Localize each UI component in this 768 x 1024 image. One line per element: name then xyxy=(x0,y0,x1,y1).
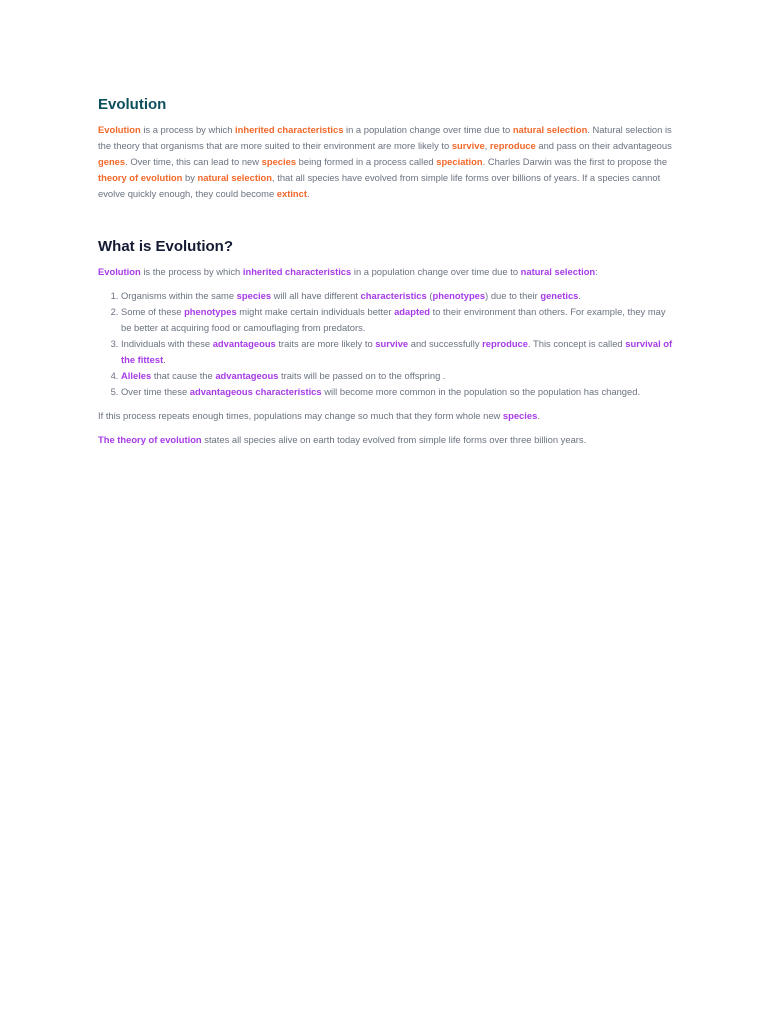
highlighted-term: The theory of evolution xyxy=(98,434,202,445)
list-item xyxy=(121,368,678,384)
text-run: by xyxy=(182,172,198,183)
highlighted-term: species xyxy=(502,410,538,421)
text-run: ( xyxy=(426,290,433,301)
text-run: and successfully xyxy=(408,338,483,349)
text-run: . xyxy=(537,410,540,421)
highlighted-term: speciation xyxy=(436,156,483,167)
text-run: ) due to their xyxy=(485,290,541,301)
text-run: . Charles Darwin was the first to propose the xyxy=(482,156,668,167)
text-run: and pass on their advantageous xyxy=(535,140,672,151)
text-run: : xyxy=(595,266,598,277)
text-run: might make certain individuals better xyxy=(236,306,395,317)
text-run: is a process by which xyxy=(140,124,236,135)
text-run: Some of these xyxy=(121,306,185,317)
highlighted-term: advantageous characteristics xyxy=(189,386,322,397)
section-heading-what-is-evolution: What is Evolution? xyxy=(98,238,233,255)
highlighted-term: adapted xyxy=(394,306,431,317)
text-run: in a population change over time due to xyxy=(351,266,521,277)
highlighted-term: survival of the fittest xyxy=(121,338,673,365)
text-run: to their environment than others. For example, they may be better at acquiring food or camouflaging from predators. xyxy=(121,306,666,333)
highlighted-term: species xyxy=(236,290,272,301)
highlighted-term: genes xyxy=(98,156,126,167)
list-item xyxy=(121,288,678,304)
list-item xyxy=(121,336,678,368)
list-item xyxy=(121,384,678,400)
theory-paragraph xyxy=(98,432,678,448)
text-run: . xyxy=(578,290,582,301)
highlighted-term: inherited characteristics xyxy=(235,124,344,135)
text-run: states all species alive on earth today evolved from simple life forms over three billion years. xyxy=(201,434,587,445)
highlighted-term: species xyxy=(261,156,297,167)
text-run: in a population change over time due to xyxy=(343,124,513,135)
highlighted-term: theory of evolution xyxy=(98,172,183,183)
highlighted-term: reproduce xyxy=(489,140,536,151)
text-run: , xyxy=(484,140,490,151)
text-run: traits are more likely to xyxy=(275,338,376,349)
text-run: being formed in a process called xyxy=(296,156,437,167)
text-run: Organisms within the same xyxy=(121,290,237,301)
highlighted-term: natural selection xyxy=(512,124,588,135)
highlighted-term: phenotypes xyxy=(184,306,237,317)
highlighted-term: reproduce xyxy=(482,338,528,349)
text-run: traits will be passed on to the offspring . xyxy=(278,370,446,381)
evolution-steps-list xyxy=(98,288,678,400)
text-run: . Over time, this can lead to new xyxy=(125,156,262,167)
list-item xyxy=(121,304,678,336)
highlighted-term: Evolution xyxy=(98,266,141,277)
text-run: . xyxy=(306,188,310,199)
highlighted-term: advantageous xyxy=(215,370,279,381)
highlighted-term: Alleles xyxy=(121,370,152,381)
highlighted-term: phenotypes xyxy=(432,290,486,301)
text-run: Over time these xyxy=(121,386,190,397)
section-heading-evolution: Evolution xyxy=(98,96,167,113)
highlighted-term: natural selection xyxy=(520,266,596,277)
highlighted-term: Evolution xyxy=(98,124,141,135)
intro-paragraph xyxy=(98,264,678,280)
text-run: Individuals with these xyxy=(121,338,213,349)
highlighted-term: survive xyxy=(375,338,409,349)
highlighted-term: natural selection xyxy=(197,172,273,183)
highlighted-term: genetics xyxy=(540,290,579,301)
text-run: will become more common in the population so the population has changed. xyxy=(321,386,641,397)
text-run: will all have different xyxy=(271,290,361,301)
evolution-section xyxy=(98,94,678,202)
text-run: . Natural selection is the theory that organisms that are more suited to their environment are more likely to xyxy=(98,124,672,151)
repeat-paragraph xyxy=(98,408,678,424)
highlighted-term: characteristics xyxy=(360,290,427,301)
text-run: . xyxy=(163,354,166,365)
text-run: If this process repeats enough times, populations may change so much that they form whole new xyxy=(98,410,503,421)
highlighted-term: survive xyxy=(451,140,485,151)
text-run: that cause the xyxy=(151,370,216,381)
evolution-paragraph xyxy=(98,122,678,202)
text-run: , that all species have evolved from simple life forms over billions of years. If a species cannot evolve quickly enough, they could become xyxy=(98,172,661,199)
text-run: . This concept is called xyxy=(527,338,626,349)
document-content xyxy=(98,94,678,456)
highlighted-term: advantageous xyxy=(212,338,276,349)
text-run: is the process by which xyxy=(140,266,243,277)
highlighted-term: extinct xyxy=(276,188,307,199)
highlighted-term: inherited characteristics xyxy=(242,266,352,277)
what-is-evolution-section xyxy=(98,236,678,448)
